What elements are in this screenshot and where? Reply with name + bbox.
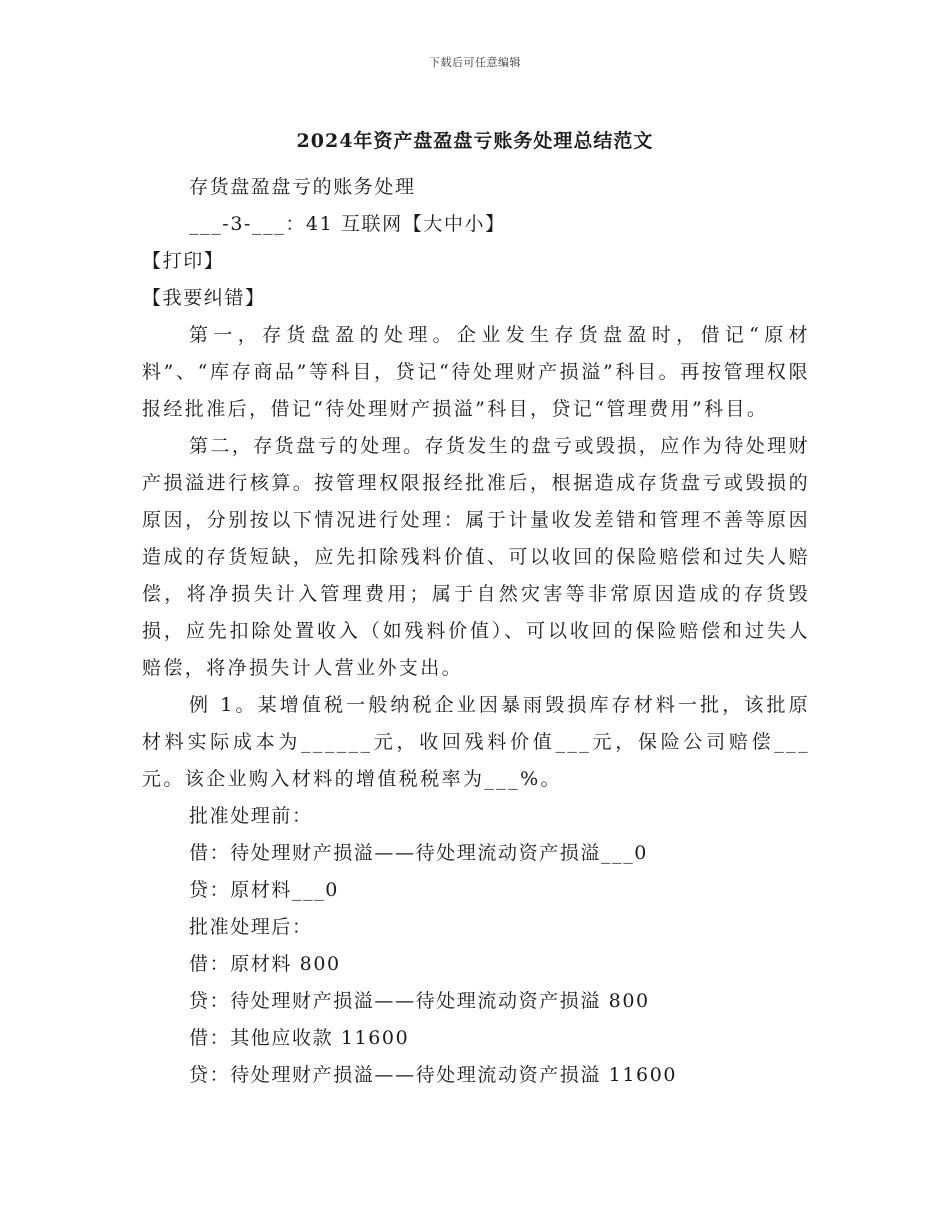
entry-line: 批准处理前： [189,805,313,827]
entry-line: 贷：待处理财产损溢——待处理流动资产损溢 800 [189,990,650,1012]
header-note: 下载后可任意编辑 [429,56,521,69]
entry-line: 贷：原材料___0 [189,879,339,901]
print-link[interactable]: 【打印】 [142,250,225,272]
date-source-line: ___-3-___：41 互联网【大中小】 [189,213,506,235]
document-body [142,169,810,1094]
entry-line: 批准处理后： [189,916,313,938]
document-title: 2024年资产盘盈盘亏账务处理总结范文 [296,130,654,152]
paragraph-inventory-loss: 第二，存货盘亏的处理。存货发生的盘亏或毁损，应作为待处理财产损溢进行核算。按管理权限报经批准后，根据造成存货盘亏或毁损的原因，分别按以下情况进行处理：属于计量收发差错和管理不善等原因造成的存货短缺，应先扣除残料价值、可以收回的保险赔偿和过失人赔偿，将净损失计入管理费用；属于自然灾害等非常原因造成的存货毁损，应先扣除处置收入（如残料价值）、可以收回的保险赔偿和过失人赔偿，将净损失计人营业外支出。 [142,435,810,679]
paragraph-example-1: 例 1。某增值税一般纳税企业因暴雨毁损库存材料一批，该批原材料实际成本为______元，收回残料价值___元，保险公司赔偿___元。该企业购入材料的增值税税率为___%。 [142,694,810,790]
paragraph-inventory-surplus: 第一，存货盘盈的处理。企业发生存货盘盈时，借记“原材料”、“库存商品”等科目，贷记“待处理财产损溢”科目。再按管理权限报经批准后，借记“待处理财产损溢”科目，贷记“管理费用”科目。 [142,324,810,420]
entry-line: 贷：待处理财产损溢——待处理流动资产损溢 11600 [189,1064,678,1086]
report-error-link[interactable]: 【我要纠错】 [142,287,266,309]
subtitle-line: 存货盘盈盘亏的账务处理 [189,176,416,198]
entry-line: 借：待处理财产损溢——待处理流动资产损溢___0 [189,842,648,864]
entry-line: 借：其他应收款 11600 [189,1027,410,1049]
entry-line: 借：原材料 800 [189,953,341,975]
